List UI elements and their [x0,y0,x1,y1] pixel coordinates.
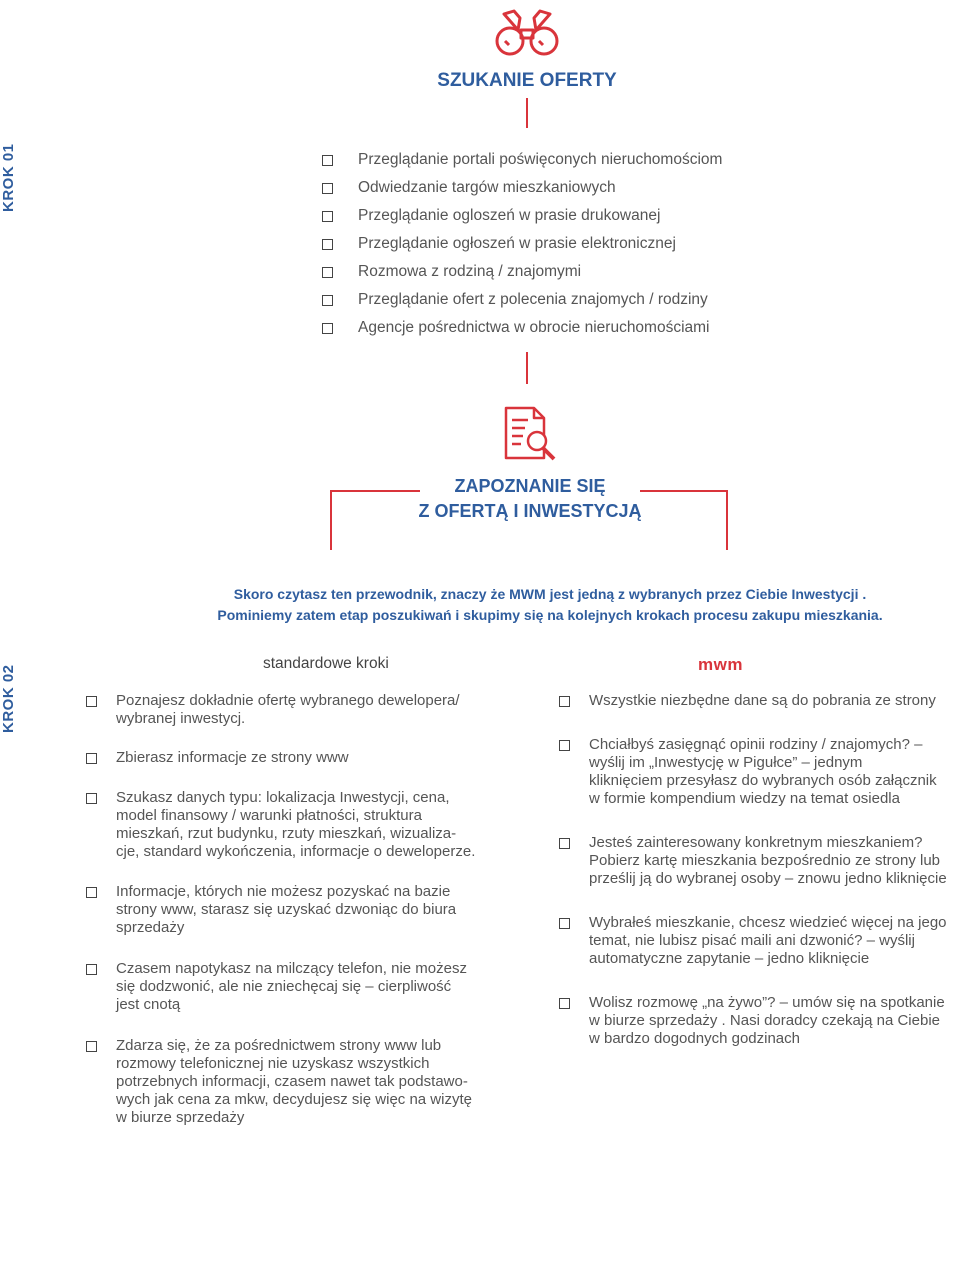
connector-line [526,352,528,384]
checkbox-icon [322,295,333,306]
checkbox-icon [86,887,97,898]
checkbox-icon [86,793,97,804]
list-item: Informacje, których nie możesz pozyskać na bazie strony www, starasz się uzyskać dzwoniąc do biura sprzedaży [86,883,506,937]
standard-steps-list [86,692,506,1127]
list-item: Poznajesz dokładnie ofertę wybranego dewelopera/ wybranej inwestycj. [86,692,506,728]
checkbox-icon [322,183,333,194]
checkbox-icon [322,155,333,166]
checkbox-icon [559,696,570,707]
checkbox-icon [86,964,97,975]
checkbox-icon [86,696,97,707]
list-item: Chciałbyś zasięgnąć opinii rodziny / znajomych? – wyślij im „Inwestycję w Pigułce” – jednym kliknięciem przesyłasz do wybranych osób załącznik w formie kompendium wiedzy na temat osiedla [559,736,959,808]
checkbox-icon [322,239,333,250]
list-item: Przeglądanie ogloszeń w prasie drukowanej [322,202,722,230]
intro-text [120,584,960,626]
section-title-szukanie: SZUKANIE OFERTY [437,70,617,91]
connector-line [526,98,528,128]
list-item: Agencje pośrednictwa w obrocie nieruchomościami [322,314,722,342]
checkbox-icon [322,323,333,334]
checkbox-icon [559,998,570,1009]
checkbox-icon [322,267,333,278]
list-item: Przeglądanie ogłoszeń w prasie elektronicznej [322,230,722,258]
krok-01-label: KROK 01 [0,143,17,212]
list-item: Czasem napotykasz na milczący telefon, nie możesz się dodzwonić, ale nie zniechęcaj się – cierpliwość jest cnotą [86,960,506,1014]
list-item: Przeglądanie ofert z polecenia znajomych / rodziny [322,286,722,314]
title-line: Z OFERTĄ I INWESTYCJĄ [418,501,642,521]
bracket-right-leg [726,490,728,550]
checkbox-icon [559,918,570,929]
search-methods-list [322,146,722,342]
list-item: Wszystkie niezbędne dane są do pobrania ze strony [559,692,959,710]
list-item: Zbierasz informacje ze strony www [86,749,506,767]
bracket-right [640,490,728,492]
checkbox-icon [559,838,570,849]
checkbox-icon [322,211,333,222]
bracket-left-leg [330,490,332,550]
section-title-zapoznanie [380,474,680,524]
checkbox-icon [86,1041,97,1052]
intro-line: Skoro czytasz ten przewodnik, znaczy że MWM jest jedną z wybranych przez Ciebie Inwestycji . [233,586,867,602]
mwm-steps-list [559,692,959,1048]
mwm-logo: mwm [698,655,743,674]
list-item: Zdarza się, że za pośrednictwem strony www lub rozmowy telefonicznej nie uzyskasz wszystkich potrzebnych informacji, czasem nawet tak podstawo- wych jak cena za mkw, decydujesz się więc na wizytę w biurze sprzedaży [86,1037,506,1127]
bracket-left [330,490,420,492]
list-item: Rozmowa z rodziną / znajomymi [322,258,722,286]
list-item: Wolisz rozmowę „na żywo”? – umów się na spotkanie w biurze sprzedaży . Nasi doradcy czekają na Ciebie w bardzo dogodnych godzinach [559,994,959,1048]
list-item: Odwiedzanie targów mieszkaniowych [322,174,722,202]
checkbox-icon [559,740,570,751]
list-item: Szukasz danych typu: lokalizacja Inwestycji, cena, model finansowy / warunki płatności, struktura mieszkań, rzut budynku, rzuty mieszkań, wizualiza- cje, standard wykończenia, informacje o deweloperze. [86,789,506,861]
krok-02-label: KROK 02 [0,664,17,733]
checkbox-icon [86,753,97,764]
intro-line: Pominiemy zatem etap poszukiwań i skupimy się na kolejnych krokach procesu zakupu mieszkania. [217,607,883,623]
list-item: Jesteś zainteresowany konkretnym mieszkaniem? Pobierz kartę mieszkania bezpośrednio ze strony lub prześlij ją do wybranej osoby – znowu jedno kliknięcie [559,834,959,888]
document-search-icon [503,405,559,463]
binoculars-icon [494,8,560,58]
standard-steps-heading: standardowe kroki [263,655,389,672]
list-item: Wybrałeś mieszkanie, chcesz wiedzieć więcej na jego temat, nie lubisz pisać maili ani dzwonić? – wyślij automatyczne zapytanie – jedno kliknięcie [559,914,959,968]
list-item: Przeglądanie portali poświęconych nieruchomościom [322,146,722,174]
title-line: ZAPOZNANIE SIĘ [454,476,606,496]
